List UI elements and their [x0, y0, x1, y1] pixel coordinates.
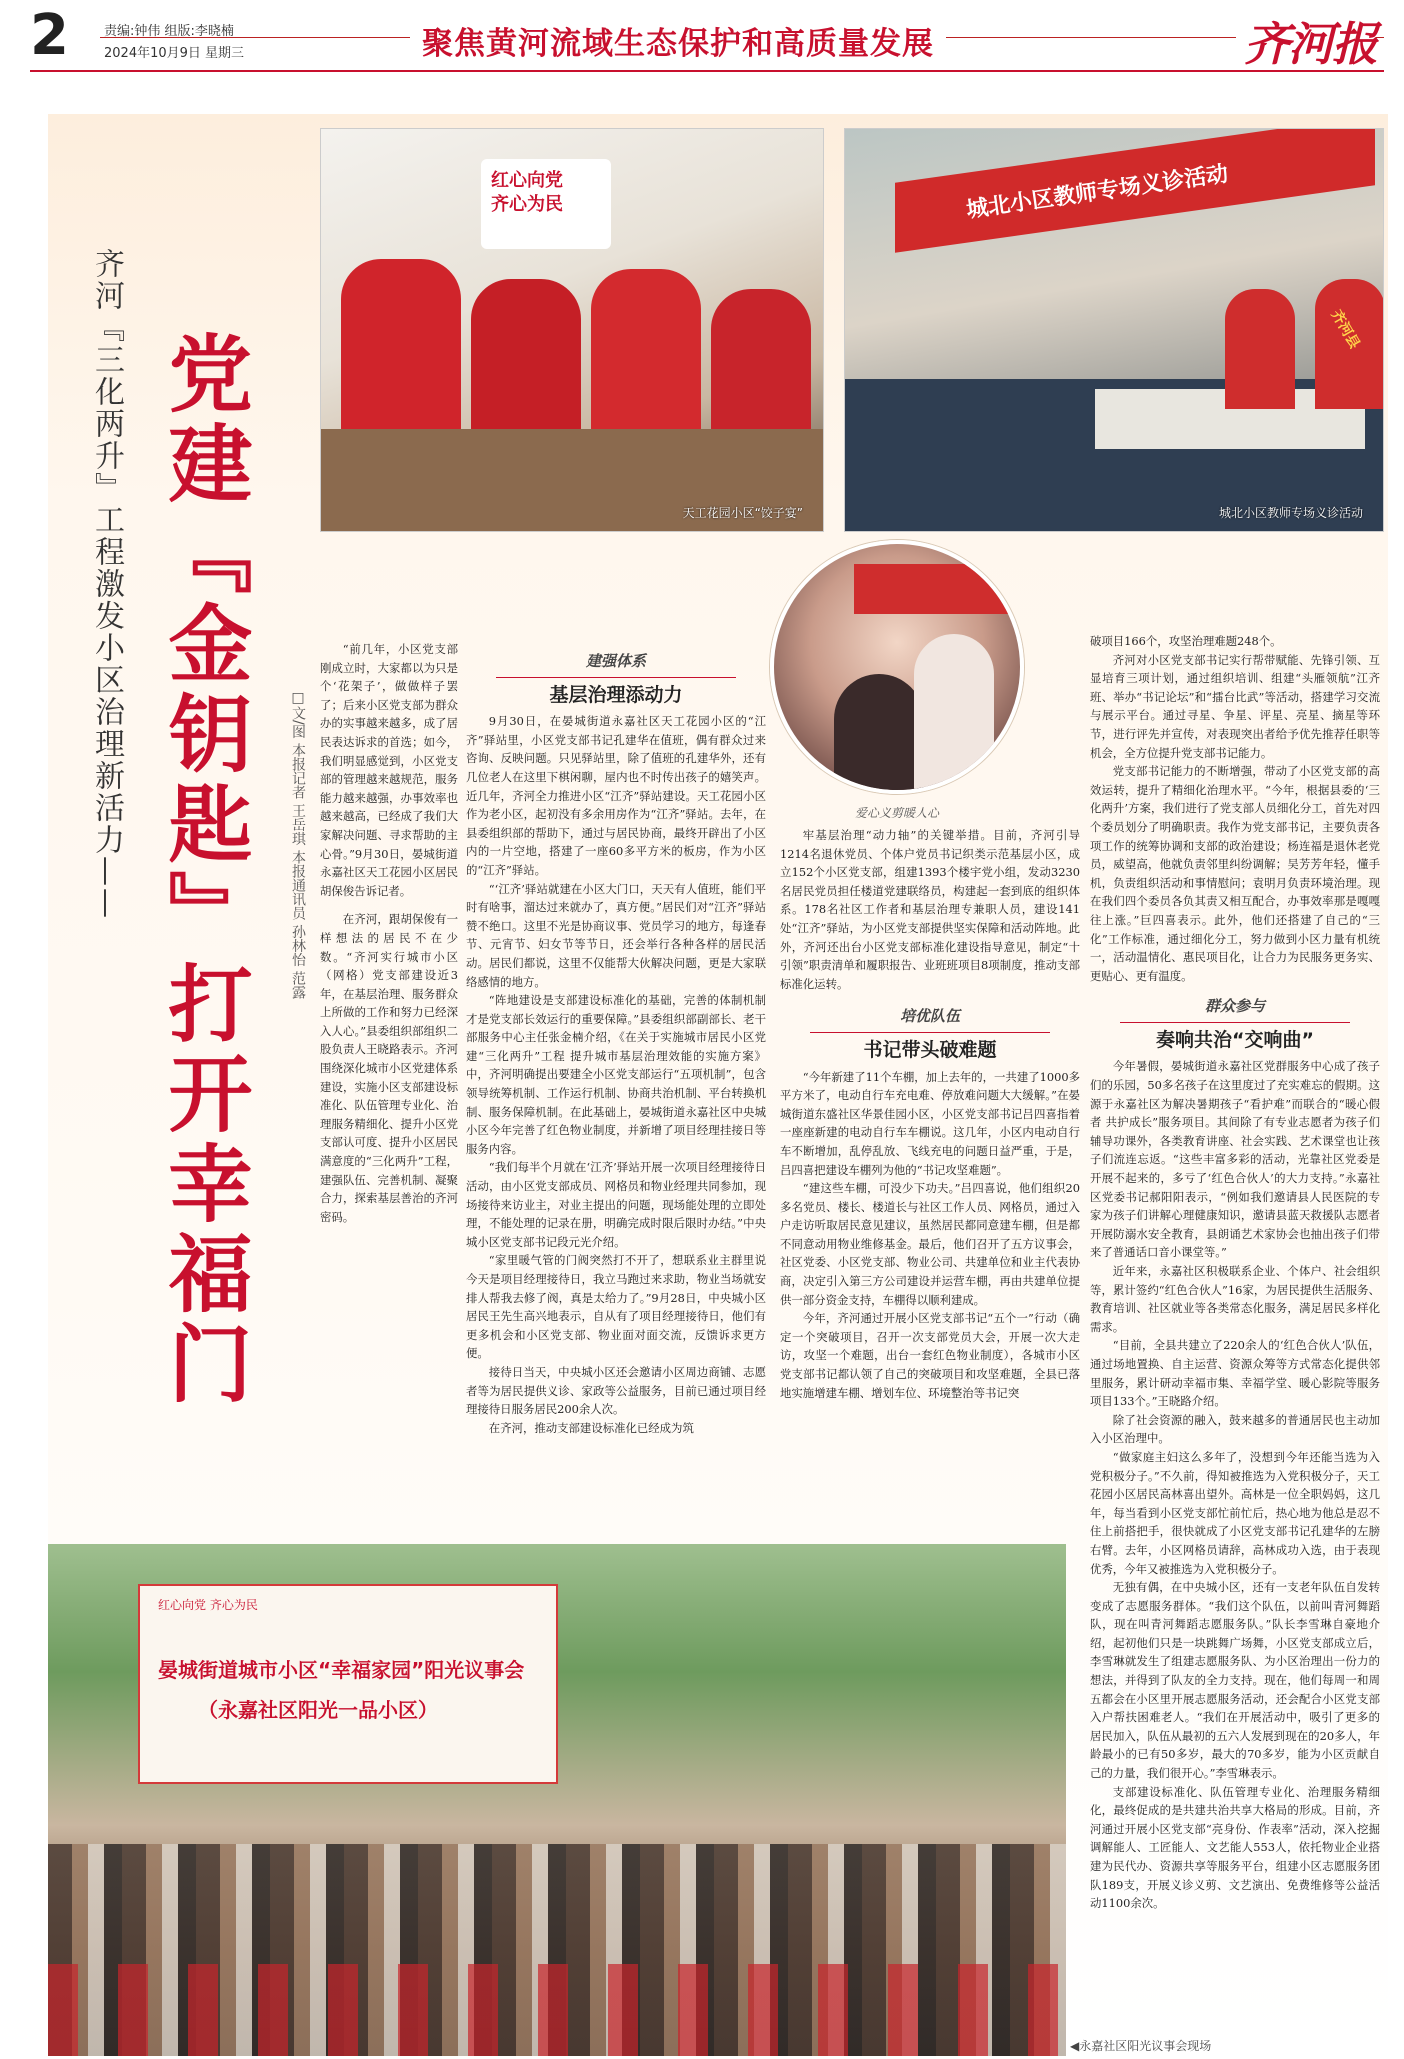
paragraph: “做家庭主妇这么多年了，没想到今年还能当选为入党积极分子。”不久前，得知被推选为入党积极分子，天工花园小区居民高林喜出望外。高林是一位全职妈妈，这几年，每当看到小区党支部忙前忙后，热心地为他总是忍不住上前搭把手，很快就成了小区党支部书记孔建华的左膀右臂。去年，小区网格员请辞，高林成功入选，由于表现优秀，今年又被推选为入党积极分子。 [1090, 1449, 1380, 1576]
photo-sign-text: 红心向党 齐心为民 [491, 170, 563, 215]
section-banner: 聚焦黄河流域生态保护和高质量发展 [410, 18, 946, 63]
article-byline: □文/图 本报记者 王岳琪 本报通讯员 孙林怡 范露 [290, 690, 306, 999]
date-line: 2024年10月9日 星期三 [104, 46, 245, 61]
paragraph: “目前，全县共建立了220余人的‘红色合伙人’队伍，通过场地置换、自主运营、资源众筹等方式常态化提供邻里服务，累计研动幸福市集、幸福学堂、暖心影院等服务项目133个。”王晓路介绍。 [1090, 1338, 1380, 1409]
column-4 [1090, 632, 1380, 1913]
paragraph: 今年，齐河通过开展小区党支部书记“五个一”行动（确定一个突破项目，召开一次支部党员大会，开展一次大走访，攻坚一个难题，出台一套红色物业制度），各城市小区党支部书记都认领了自己的突破项目和攻坚难题，全县已落地实施增建车棚、增划车位、环境整治等书记突 [780, 1311, 1080, 1400]
paragraph: 9月30日，在晏城街道永嘉社区天工花园小区的“江齐”驿站里，小区党支部书记孔建华在值班，偶有群众过来咨询、反映问题。只见驿站里，除了值班的孔建华外，还有几位老人在这里下棋闲聊，屋内也不时传出孩子的嬉笑声。近几年，齐河全力推进小区“江齐”驿站建设。天工花园小区作为老小区，起初没有多余用房作为“江齐”驿站。去年，在县委组织部的帮助下，通过与居民协商，最终开辟出了小区内的一片空地，搭建了一座60多平方米的板房，作为小区的“江齐”驿站。 [466, 714, 766, 877]
column-2 [466, 648, 766, 1437]
paragraph: 支部建设标准化、队伍管理专业化、治理服务精细化，最终促成的是共建共治共享大格局的形成。目前，齐河通过开展小区党支部“亮身份、作表率”活动，深入挖掘调解能人、工匠能人、文艺能人553人，依托物业企业搭建为民代办、资源共享等服务平台，组建小区志愿服务团队189支，开展义诊义剪、文艺演出、免费维修等公益活动1100余次。 [1090, 1784, 1380, 1911]
paragraph: “今年新建了11个车棚，加上去年的，一共建了1000多平方米了，电动自行车充电难、停放难问题大大缓解。”在晏城街道东盛社区华景佳园小区，小区党支部书记吕四喜指着一座座新建的电动自行车车棚说。这几年，小区内电动自行车不断增加，乱停乱放、飞线充电的问题日益严重，于是，吕四喜把建设车棚列为他的“书记攻坚难题”。 [780, 1069, 1080, 1177]
editors-line: 责编:钟伟 组版:李晓楠 [104, 24, 234, 39]
article-subtitle: 齐河『三化两升』工程激发小区治理新活力—— [89, 248, 124, 920]
photo-dumpling-feast [320, 128, 824, 532]
section-kicker: 培优队伍 [899, 1007, 960, 1026]
paragraph: 在齐河，跟胡保俊有一样想法的居民不在少数。“齐河实行城市小区（网格）党支部建设近3年，在基层治理、服务群众上所做的工作和努力已经深入人心。”县委组织部组织二股负责人王晓路表示。齐河围绕深化城市小区党建体系建设，实施小区支部建设标准化、队伍管理专业化、治理服务精细化、提升小区党支部认可度、提升小区居民满意度的“三化两升”工程，建强队伍、完善机制、凝聚合力，探索基层善治的齐河密码。 [320, 912, 458, 1224]
section-heading: 书记带头破难题 [863, 1038, 997, 1061]
paragraph: 今年暑假，晏城街道永嘉社区党群服务中心成了孩子们的乐园，50多名孩子在这里度过了充实难忘的假期。这源于永嘉社区为解决暑期孩子“看护难”而联合的“暖心假者 共护成长”服务项目。其间除了有专业志愿者为孩子们辅导功课外，各类教育讲座、社会实践、艺术课堂也让孩子们流连忘返。“这些丰富多彩的活动，光靠社区党委是开展不起来的，多亏了‘红色合伙人’的大力支持。”永嘉社区党委书记郝阳阳表示，“例如我们邀请县人民医院的专家为孩子们讲解心理健康知识，邀请县蓝天救援队志愿者开展防溺水安全教育，县朗诵艺术家协会也抽出孩子们带来了普通话口音小课堂等。” [1090, 1059, 1380, 1260]
paragraph: “前几年，小区党支部刚成立时，大家都以为只是个‘花架子’，做做样子罢了；后来小区党支部为群众办的实事越来越多，成了居民表达诉求的首选；如今，我们明显感觉到，小区党支部的管理越来越规范，服务能力越来越强，办事效率也越来越高，已经成了我们大家解决问题、寻求帮助的主心骨。”9月30日，晏城街道永嘉社区天工花园小区居民胡保俊告诉记者。 [320, 642, 458, 898]
photo-caption: 城北小区教师专场义诊活动 [1218, 506, 1363, 520]
paragraph: 在齐河，推动支部建设标准化已经成为筑 [488, 1420, 694, 1435]
photo-sunshine-council: 红心向党 齐心为民 晏城街道城市小区“幸福家园”阳光议事会 （永嘉社区阳光一品小区） [48, 1544, 1066, 2056]
page-number: 2 [30, 3, 69, 68]
masthead-underline [30, 70, 1384, 72]
paragraph: “我们每半个月就在‘江齐’驿站开展一次项目经理接待日活动，由小区党支部成员、网格员和物业经理共同参加，现场接待来访业主，对业主提出的问题，现场能处理的立即处理，不能处理的记录在册，明确完成时限后限时办结。”中央城小区党支部书记段元光介绍。 [466, 1160, 766, 1249]
section-heading: 基层治理添动力 [549, 683, 683, 706]
masthead [0, 0, 1404, 75]
article-title: 党建『金钥匙』打开幸福门 [155, 330, 253, 1410]
paragraph: “阵地建设是支部建设标准化的基础，完善的体制机制才是党支部长效运行的重要保障。”县委组织部副部长、老干部服务中心主任张金楠介绍，《在关于实施城市居民小区党建“三化两升”工程 提升城市基层治理效能的实施方案》中，齐河明确提出要建全小区党支部运行“五项机制”，包含领导统筹机制、工作运行机制、协商共治机制、平台转换机制、服务保障机制。在此基础上，晏城街道永嘉社区中央城小区今年完善了红色物业制度，并新增了项目经理挂接日等服务内容。 [466, 993, 766, 1156]
paragraph: “‘江齐’驿站就建在小区大门口，天天有人值班，能们平时有啥事，溜达过来就办了，真方便。”居民们对“江齐”驿站赞不绝口。这里不光是协商议事、党员学习的地方，每逢春节、元宵节、妇女节等节日，还会举行各种各样的居民活动。居民们都说，这里不仅能帮大伙解决问题，更是大家联络感情的地方。 [466, 881, 766, 989]
photo-banner-text: 城北小区教师专场义诊活动 [964, 161, 1230, 224]
paragraph: 接待日当天，中央城小区还会邀请小区周边商铺、志愿者等为居民提供义诊、家政等公益服务，目前已通过项目经理接待日服务居民200余人次。 [466, 1364, 766, 1417]
paragraph: 破项目166个，攻坚治理难题248个。 [1090, 634, 1282, 648]
paragraph: 近年来，永嘉社区积极联系企业、个体户、社会组织等，累计签约“红色合伙人”16家，为居民提供生活服务、教育培训、社区就业等各类常态化服务，满足居民多样化需求。 [1090, 1264, 1380, 1334]
paragraph: 除了社会资源的融入，鼓来越多的普通居民也主动加入小区治理中。 [1090, 1412, 1380, 1446]
photo-sash-text: 齐河县 [1327, 307, 1363, 352]
paragraph: 牢基层治理“动力轴”的关键举措。目前，齐河引导1214名退休党员、个体户党员书记织类示范基层小区，成立152个小区党支部，组建1393个楼宇党小组，发动3230名居民党员担任楼道党建联络员，构建起一套到底的组织体系。178名社区工作者和基层治理专兼职人员，建设141处“江齐”驿站，为小区党支部提供坚实保障和活动阵地。此外，齐河还出台小区党支部标准化建设指导意见，制定“十引领”职责清单和履职报告、业班班项目8项制度，推动支部标准化运转。 [780, 828, 1080, 991]
paragraph: 党支部书记能力的不断增强，带动了小区党支部的高效运转，提升了精细化治理水平。“今年，根据县委的‘三化两升’方案，我们进行了党支部人员细化分工，首先对四个委员划分了明确职责。我作为党支部书记，主要负责各项工作的统筹协调和支部的政治建设；杨连福是退休老党员，威望高，他就负责邻里纠纷调解；吴芳芳年轻，懂手机，负责组织活动和事情慰问；袁明月负责环境治理。现在我们四个委员各负其责又相互配合，办事效率那是嘎嘎往上涨。”巨四喜表示。此外，他们还搭建了自己的“三化”工作标准，通过细化分工，努力做到小区力量有机统一，活动温情化、惠民项目化，让合力为民服务更务实、更贴心、更有温度。 [1090, 764, 1380, 983]
paper-logo: 齐河报 [1236, 8, 1376, 74]
section-heading: 奏响共治“交响曲” [1156, 1028, 1314, 1051]
section-kicker: 群众参与 [1204, 997, 1265, 1016]
section-kicker: 建强体系 [585, 652, 646, 670]
paragraph: “建这些车棚，可没少下功夫。”吕四喜说，他们组织20多名党员、楼长、楼道长与社区工作人员、网格员，通过入户走访听取居民意见建议，虽然居民都同意建车棚，但是都不同意动用物业维修基金。最后，他们召开了五方议事会，社区党委、小区党支部、物业公司、共建单位和业主代表协商，决定引入第三方公司建设并运营车棚，再由共建单位提供一部分资金支持，车棚得以顺利建成。 [780, 1181, 1080, 1307]
photo-clinic-event [844, 128, 1384, 532]
column-3 [780, 826, 1080, 1402]
circle-photo-caption: 爱心义剪暖人心 [854, 806, 939, 820]
photo-caption: 天工花园小区“饺子宴” [682, 506, 803, 520]
column-1 [320, 640, 458, 1226]
paragraph: “家里暖气管的门阀突然打不开了，想联系业主群里说今天是项目经理接待日，我立马跑过来求助，物业当场就安排人帮我去修了阀，真是太给力了。”9月28日，中央城小区居民王先生高兴地表示，自从有了项目经理接待日，他们有更多机会和小区党支部、物业面对面交流，反馈诉求更方便。 [466, 1253, 766, 1361]
paragraph: 齐河对小区党支部书记实行帮带赋能、先锋引领、互显培育三项计划，通过组织培训、组建“头雁领航”江齐班、举办“书记论坛”和“擂台比武”等活动，搭建学习交流与展示平台。通过寻星、争星、评星、亮星、摘星等环节，进行评先并宣传，对表现突出者给予优先推荐任职等机会，全方位提升党支部书记能力。 [1090, 652, 1380, 760]
bottom-photo-caption: ◀永嘉社区阳光议事会现场 [1070, 2039, 1212, 2053]
photo-free-haircut [770, 540, 1024, 794]
paragraph: 无独有偶，在中央城小区，还有一支老年队伍自发转变成了志愿服务群体。“我们这个队伍，以前叫青河舞蹈队，现在叫青河舞蹈志愿服务队。”队长李雪琳自豪地介绍，起初他们只是一块跳舞广场舞，小区党支部成立后，李雪琳就发生了组建志愿服务队、为小区治理出一份力的想法，并得到了队友的全力支持。现在，他们每周一和周五都会在小区里开展志愿服务活动，还会配合小区党支部入户帮扶困难老人。“我们在开展活动中，吸引了更多的居民加入，队伍从最初的五六人发展到现在的20多人，年龄最小的已有50多岁，最大的70多岁，能为小区贡献自己的力量，我们很开心。”李雪琳表示。 [1090, 1580, 1380, 1781]
